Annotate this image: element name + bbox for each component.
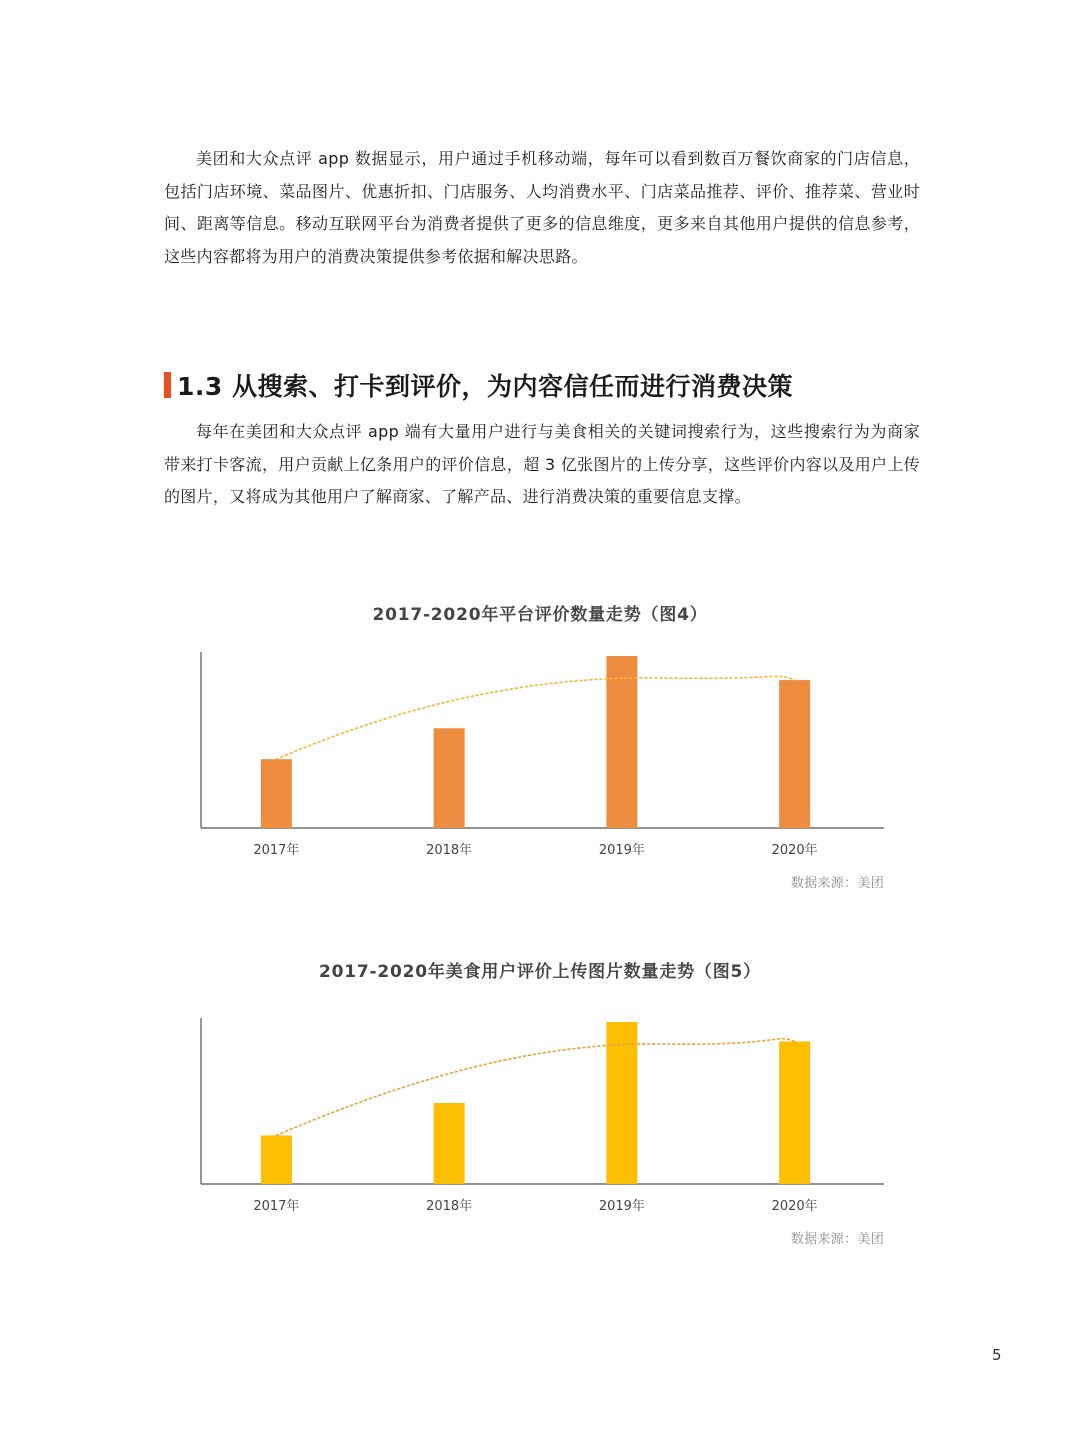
x-tick-label-2018年: 2018年 bbox=[426, 1199, 473, 1214]
x-tick-label-2017年: 2017年 bbox=[253, 1199, 300, 1214]
x-tick-label-2017年: 2017年 bbox=[253, 843, 300, 858]
x-tick-label-2018年: 2018年 bbox=[426, 843, 473, 858]
chart-1 bbox=[190, 650, 900, 870]
chart-2-title: 2017-2020年美食用户评价上传图片数量走势（图5） bbox=[319, 962, 761, 982]
bar-2017年 bbox=[261, 759, 292, 828]
chart-1-source: 数据来源：美团 bbox=[790, 876, 884, 891]
x-tick-label-2019年: 2019年 bbox=[598, 843, 645, 858]
section-body-paragraph: 每年在美团和大众点评 app 端有大量用户进行与美食相关的关键词搜索行为，这些搜索行为为商家带来打卡客流，用户贡献上亿条用户的评价信息，超 3 亿张图片的上传分享，这些评价内容以及用户上传的图片，又将成为其他用户了解商家、了解产品、进行消费决策的重要信息支撑。 bbox=[164, 422, 920, 506]
bar-2017年 bbox=[261, 1135, 292, 1184]
trend-line bbox=[276, 1039, 794, 1136]
page-number: 5 bbox=[992, 1346, 1002, 1364]
chart-2 bbox=[190, 1016, 900, 1226]
heading-accent-bar bbox=[164, 372, 171, 398]
chart-1-title: 2017-2020年平台评价数量走势（图4） bbox=[372, 605, 708, 625]
chart-2-source: 数据来源：美团 bbox=[790, 1232, 884, 1247]
bar-2019年 bbox=[606, 656, 637, 828]
x-tick-label-2020年: 2020年 bbox=[771, 843, 818, 858]
x-tick-label-2020年: 2020年 bbox=[771, 1199, 818, 1214]
bar-2018年 bbox=[434, 1103, 465, 1184]
section-heading bbox=[164, 366, 793, 404]
bar-2020年 bbox=[779, 680, 810, 828]
bar-2019年 bbox=[606, 1022, 637, 1184]
bar-2020年 bbox=[779, 1041, 810, 1184]
x-tick-label-2019年: 2019年 bbox=[598, 1199, 645, 1214]
trend-line bbox=[276, 676, 794, 759]
bar-2018年 bbox=[434, 728, 465, 828]
section-heading-text: 1.3 从搜索、打卡到评价，为内容信任而进行消费决策 bbox=[177, 372, 793, 401]
intro-paragraph: 美团和大众点评 app 数据显示，用户通过手机移动端，每年可以看到数百万餐饮商家的门店信息，包括门店环境、菜品图片、优惠折扣、门店服务、人均消费水平、门店菜品推荐、评价、推荐菜、营业时间、距离等信息。移动互联网平台为消费者提供了更多的信息维度，更多来自其他用户提供的信息参考，这些内容都将为用户的消费决策提供参考依据和解决思路。 bbox=[164, 149, 920, 266]
